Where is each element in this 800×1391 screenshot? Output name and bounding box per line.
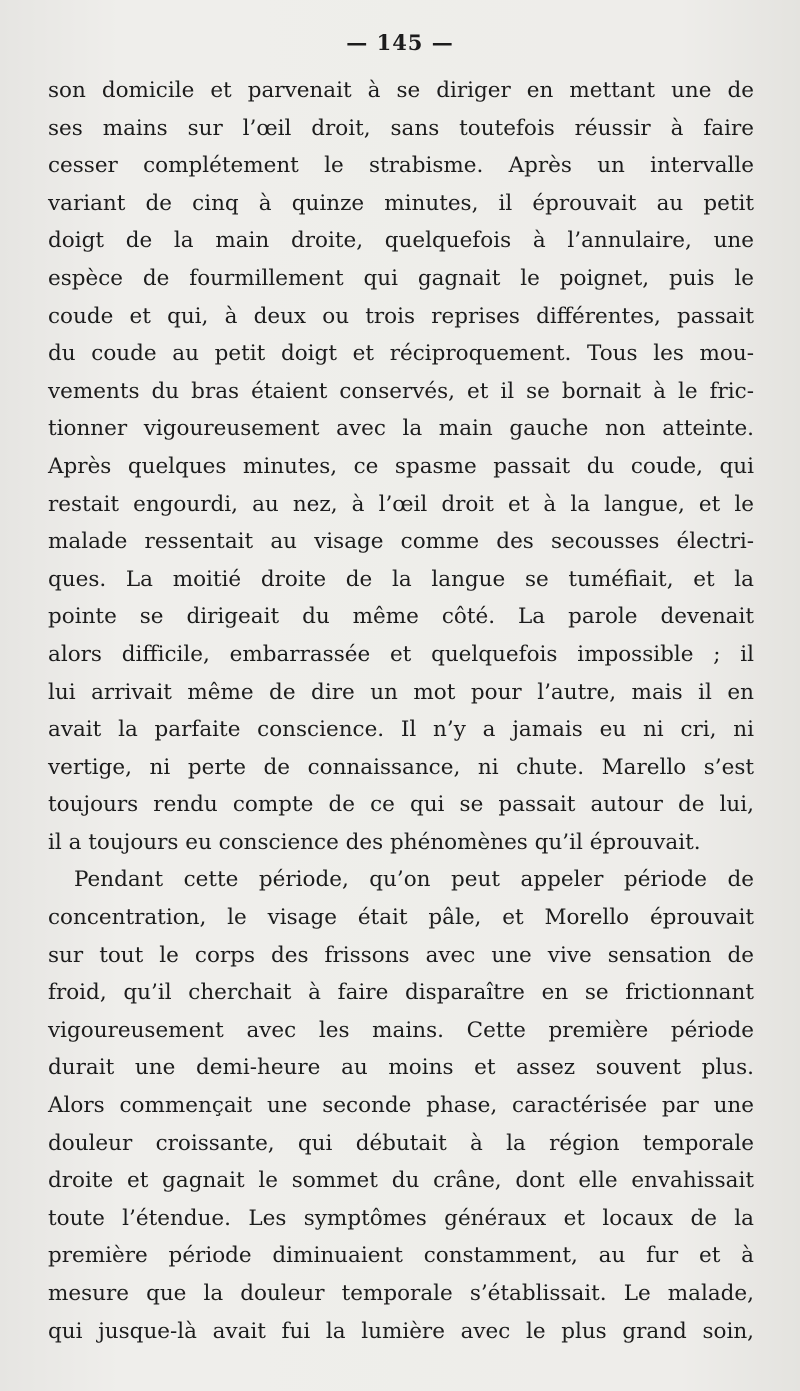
text-line: droite et gagnait le sommet du crâne, dont elle envahissait [48,1168,754,1194]
text-line: espèce de fourmillement qui gagnait le poignet, puis le [48,265,754,291]
text-line: tionner vigoureusement avec la main gauche non atteinte. [48,416,754,442]
text-line: qui jusque-là avait fui la lumière avec le plus grand soin, [48,1318,754,1344]
text-line: mesure que la douleur temporale s’établissait. Le malade, [48,1281,754,1306]
text-line: son domicile et parvenait à se diriger en mettant une de [48,78,754,103]
text-line: ses mains sur l’œil droit, sans toutefois réussir à faire [48,115,754,141]
text-line: sur tout le corps des frissons avec une vive sensation de [48,942,754,968]
text-line: il a toujours eu conscience des phénomènes qu’il éprouvait. [48,829,701,855]
text-line: lui arrivait même de dire un mot pour l’autre, mais il en [48,679,754,705]
text-line: restait engourdi, au nez, à l’œil droit et à la langue, et le [48,491,754,517]
page-number: — 145 — [346,30,454,55]
text-line: coude et qui, à deux ou trois reprises différentes, passait [48,303,754,329]
text-line: douleur croissante, qui débutait à la région temporale [48,1130,754,1156]
text-line: concentration, le visage était pâle, et Morello éprouvait [48,905,754,931]
text-line: doigt de la main droite, quelquefois à l’annulaire, une [48,228,754,254]
text-line: Alors commençait une seconde phase, caractérisée par une [48,1093,754,1119]
text-line: première période diminuaient constamment, au fur et à [48,1243,754,1269]
text-line: toute l’étendue. Les symptômes généraux et locaux de la [48,1205,754,1231]
text-line: alors difficile, embarrassée et quelquefois impossible ; il [48,641,754,667]
text-line: variant de cinq à quinze minutes, il éprouvait au petit [48,190,754,216]
text-line: durait une demi-heure au moins et assez souvent plus. [48,1055,754,1081]
text-line: cesser complétement le strabisme. Après un intervalle [48,153,754,179]
text-line: vigoureusement avec les mains. Cette première période [48,1017,754,1043]
text-line: vertige, ni perte de connaissance, ni chute. Marello s’est [48,754,754,780]
text-line: Pendant cette période, qu’on peut appeler période de [74,867,754,893]
body-text [48,72,754,1350]
text-line: vements du bras étaient conservés, et il se bornait à le fric- [48,378,754,404]
text-line: avait la parfaite conscience. Il n’y a jamais eu ni cri, ni [48,717,754,743]
text-line: toujours rendu compte de ce qui se passait autour de lui, [48,792,754,818]
text-line: pointe se dirigeait du même côté. La parole devenait [48,604,754,630]
text-line: malade ressentait au visage comme des secousses électri- [48,529,754,555]
text-line: Après quelques minutes, ce spasme passait du coude, qui [48,453,754,479]
text-line: du coude au petit doigt et réciproquement. Tous les mou- [48,341,754,367]
text-line: froid, qu’il cherchait à faire disparaître en se frictionnant [48,980,754,1006]
text-line: ques. La moitié droite de la langue se tuméfiait, et la [48,566,754,592]
